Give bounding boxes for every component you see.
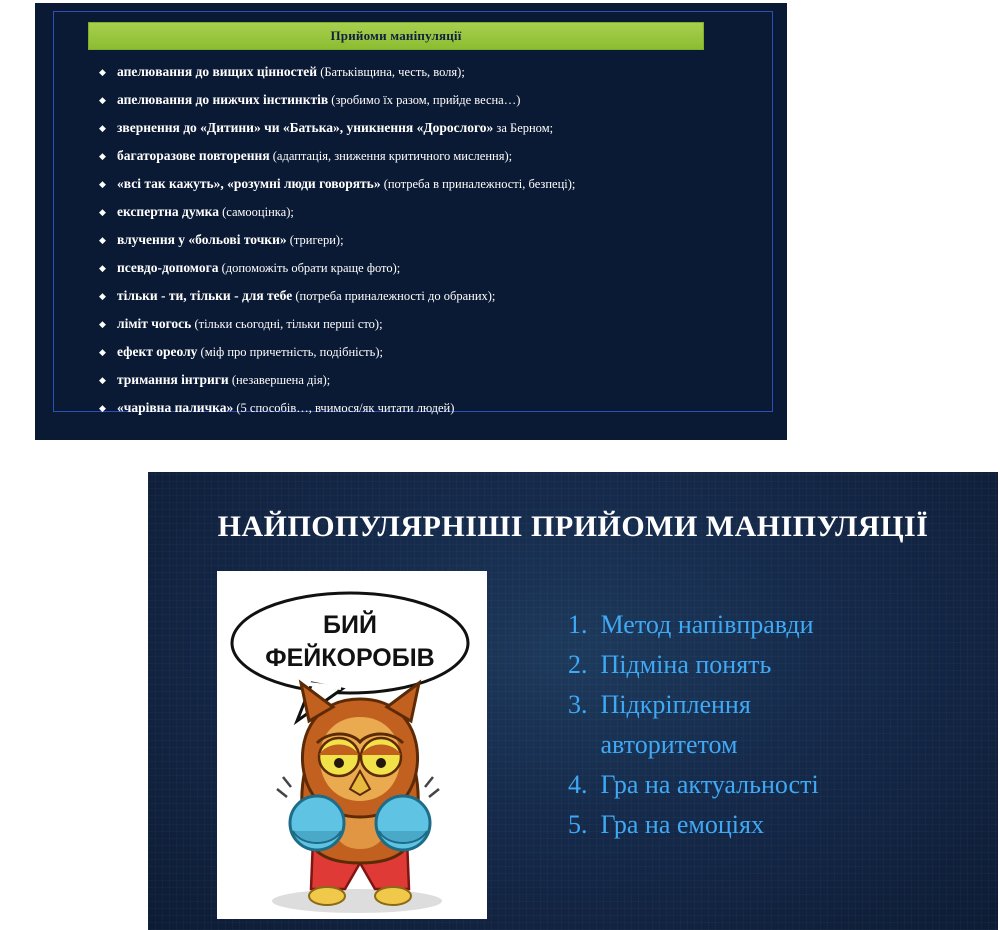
- list-item-rest: (допоможіть обрати краще фото);: [218, 261, 401, 275]
- owl-illustration: [217, 571, 487, 919]
- list-item-number: 3.: [568, 690, 588, 719]
- list-item-rest: (самооцінка);: [218, 205, 294, 219]
- list-item-bold: тримання інтриги: [117, 372, 229, 387]
- slide-popular-techniques: [148, 472, 998, 930]
- diamond-bullet-icon: ◆: [99, 291, 106, 301]
- list-item-bold: ефект ореолу: [117, 344, 198, 359]
- list-item-rest: (незавершена дія);: [228, 373, 331, 387]
- diamond-bullet-icon: ◆: [99, 347, 106, 357]
- list-item-rest: (Батьківщина, честь, воля);: [317, 65, 465, 79]
- list-item: [95, 282, 755, 310]
- list-item: [95, 226, 755, 254]
- list-item: [95, 254, 755, 282]
- list-item-number: 4.: [568, 770, 588, 799]
- list-item: [568, 765, 978, 805]
- list-item-continuation: [568, 725, 978, 765]
- list-item-bold: влучення у «больові точки»: [117, 232, 287, 247]
- list-item-number: 1.: [568, 610, 588, 639]
- list-item: [95, 86, 755, 114]
- slide1-title-bar: [88, 22, 704, 50]
- list-item-label: Гра на емоціях: [600, 810, 764, 839]
- list-item-bold: тільки - ти, тільки - для тебе: [117, 288, 293, 303]
- list-item: [95, 198, 755, 226]
- list-item-number: 5.: [568, 810, 588, 839]
- list-item-bold: «всі так кажуть», «розумні люди говорять»: [117, 176, 381, 191]
- list-item-label: Гра на актуальності: [600, 770, 819, 799]
- list-item-rest: (тільки сьогодні, тільки перші сто);: [191, 317, 383, 331]
- list-item-label: авторитетом: [600, 730, 738, 759]
- list-item-bold: апелювання до нижчих інстинктів: [117, 92, 329, 107]
- list-item-label: Підкріплення: [600, 690, 751, 719]
- diamond-bullet-icon: ◆: [99, 263, 106, 273]
- list-item-bold: псевдо-допомога: [117, 260, 219, 275]
- diamond-bullet-icon: ◆: [99, 235, 106, 245]
- list-item-number: 2.: [568, 650, 588, 679]
- list-item-rest: (зробимо їх разом, прийде весна…): [328, 93, 521, 107]
- list-item: [95, 114, 755, 142]
- list-item: [568, 605, 978, 645]
- list-item-rest: за Берном;: [493, 121, 554, 135]
- list-item-rest: (5 способів…, вчимося/як читати людей): [233, 401, 455, 415]
- list-item: [95, 170, 755, 198]
- list-item: [568, 645, 978, 685]
- numbered-list: [568, 605, 978, 845]
- list-item-bold: звернення до «Дитини» чи «Батька», уникнення «Дорослого»: [117, 120, 494, 135]
- list-item-rest: (тригери);: [286, 233, 344, 247]
- svg-text:ФЕЙКОРОБІВ: ФЕЙКОРОБІВ: [265, 644, 435, 672]
- list-item-bold: «чарівна паличка»: [117, 400, 234, 415]
- list-item: [95, 338, 755, 366]
- list-item-rest: (потреба приналежності до обраних);: [292, 289, 496, 303]
- list-item: [95, 366, 755, 394]
- diamond-bullet-icon: ◆: [99, 375, 106, 385]
- list-item: [568, 805, 978, 845]
- list-item: [95, 394, 755, 422]
- list-item-rest: (адаптація, зниження критичного мислення);: [269, 149, 513, 163]
- diamond-bullet-icon: ◆: [99, 67, 106, 77]
- diamond-bullet-icon: ◆: [99, 123, 106, 133]
- svg-text:БИЙ: БИЙ: [323, 611, 377, 639]
- list-item: [568, 685, 978, 725]
- list-item-rest: (міф про причетність, подібність);: [197, 345, 383, 359]
- bullet-list: [95, 58, 755, 422]
- list-item: [95, 142, 755, 170]
- list-item-bold: багаторазове повторення: [117, 148, 270, 163]
- diamond-bullet-icon: ◆: [99, 179, 106, 189]
- slide2-title: НАЙПОПУЛЯРНІШІ ПРИЙОМИ МАНІПУЛЯЦІЇ: [217, 510, 929, 543]
- list-item: [95, 58, 755, 86]
- list-item-rest: (потреба в приналежності, безпеці);: [380, 177, 576, 191]
- slide-manipulation-techniques: [35, 3, 787, 440]
- list-item: [95, 310, 755, 338]
- diamond-bullet-icon: ◆: [99, 95, 106, 105]
- diamond-bullet-icon: ◆: [99, 207, 106, 217]
- list-item-bold: апелювання до вищих цінностей: [117, 64, 318, 79]
- list-item-label: Метод напівправди: [600, 610, 814, 639]
- diamond-bullet-icon: ◆: [99, 151, 106, 161]
- list-item-label: Підміна понять: [600, 650, 772, 679]
- list-item-bold: ліміт чогось: [117, 316, 192, 331]
- slide1-title: Прийоми маніпуляції: [330, 28, 462, 43]
- diamond-bullet-icon: ◆: [99, 319, 106, 329]
- diamond-bullet-icon: ◆: [99, 403, 106, 413]
- list-item-bold: експертна думка: [117, 204, 219, 219]
